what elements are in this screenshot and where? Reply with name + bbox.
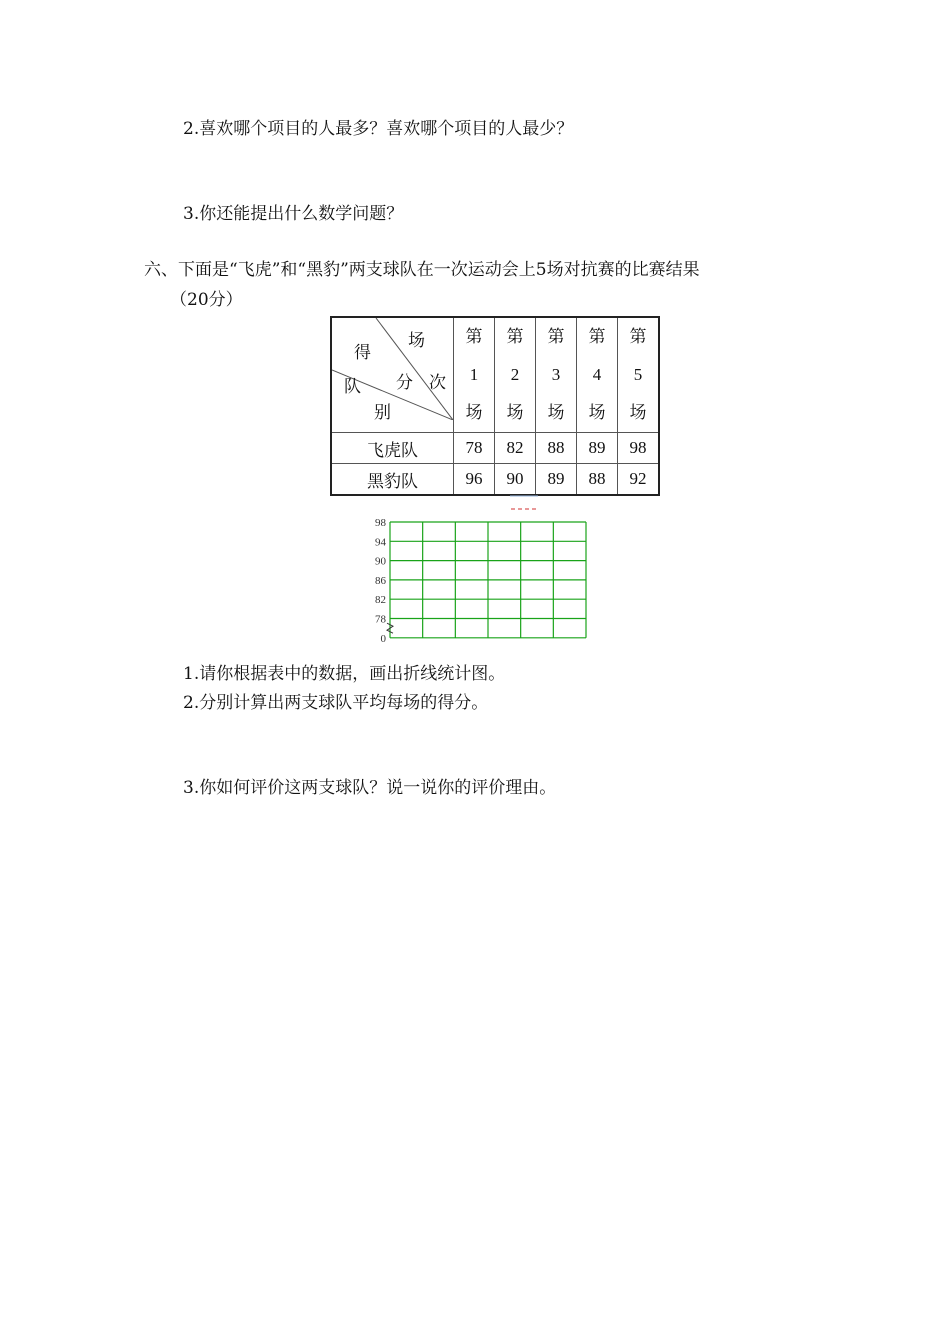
corner-label-de: 得	[354, 343, 371, 362]
y-tick-label: 78	[375, 613, 386, 626]
section-6-title: 六、下面是“飞虎”和“黑豹”两支球队在一次运动会上5场对抗赛的比赛结果	[144, 260, 700, 280]
game-header-3: 第 3 场	[536, 317, 577, 433]
y-tick-label: 82	[375, 594, 386, 607]
team-name-heibao: 黑豹队	[331, 464, 454, 496]
score-cell: 88	[536, 433, 577, 464]
score-cell: 98	[618, 433, 660, 464]
score-table	[330, 316, 660, 496]
task-2: 2.分别计算出两支球队平均每场的得分。	[183, 693, 489, 713]
score-cell: 88	[577, 464, 618, 496]
team-name-feihu: 飞虎队	[331, 433, 454, 464]
corner-label-ci: 次	[429, 373, 446, 392]
grid-svg	[360, 492, 600, 652]
game-header-2: 第 2 场	[495, 317, 536, 433]
y-tick-label: 94	[375, 536, 386, 549]
table-row	[331, 464, 659, 496]
blank-line-chart-grid	[360, 492, 600, 656]
score-cell: 78	[454, 433, 495, 464]
y-tick-label: 90	[375, 555, 386, 568]
question-2: 2.喜欢哪个项目的人最多？喜欢哪个项目的人最少？	[183, 119, 574, 139]
score-cell: 89	[536, 464, 577, 496]
axis-break-icon	[387, 623, 393, 633]
corner-label-dui: 队	[344, 377, 361, 396]
section-6-points: （20分）	[170, 290, 243, 310]
score-cell: 90	[495, 464, 536, 496]
table-row	[331, 433, 659, 464]
score-cell: 96	[454, 464, 495, 496]
y-tick-label: 98	[375, 517, 386, 529]
task-1: 1.请你根据表中的数据，画出折线统计图。	[183, 664, 506, 684]
y-tick-label: 0	[380, 632, 386, 645]
score-cell: 89	[577, 433, 618, 464]
question-3: 3.你还能提出什么数学问题？	[183, 204, 404, 224]
game-header-5: 第 5 场	[618, 317, 660, 433]
corner-label-fen: 分	[396, 373, 413, 392]
task-3: 3.你如何评价这两支球队？说一说你的评价理由。	[183, 778, 557, 798]
table-header-row	[331, 317, 659, 433]
game-header-1: 第 1 场	[454, 317, 495, 433]
corner-label-chang: 场	[408, 331, 425, 350]
corner-label-bie: 别	[374, 403, 391, 422]
score-cell: 82	[495, 433, 536, 464]
table-corner-cell	[331, 317, 454, 433]
game-header-4: 第 4 场	[577, 317, 618, 433]
score-cell: 92	[618, 464, 660, 496]
y-tick-label: 86	[375, 574, 386, 587]
